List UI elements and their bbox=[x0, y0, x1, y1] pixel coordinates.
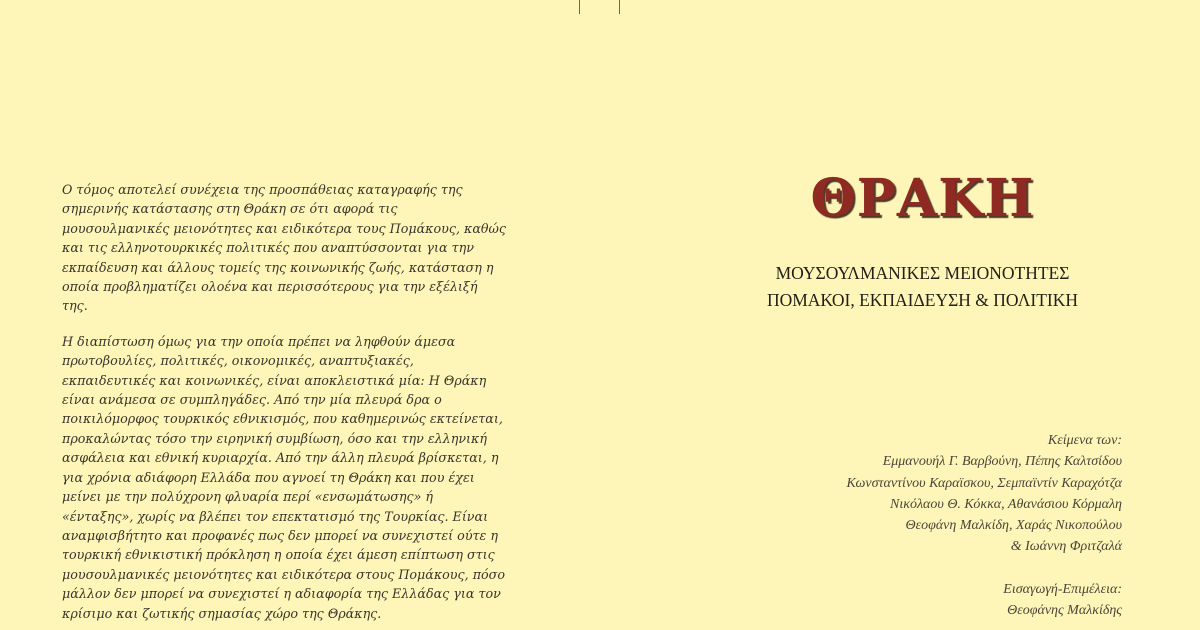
fold-mark-left bbox=[579, 0, 580, 14]
author-line: & Ιωάννη Φριτζαλά bbox=[1010, 539, 1122, 555]
author-line: Νικόλαου Θ. Κόκκα, Αθανάσιου Κόρμαλη bbox=[890, 496, 1122, 512]
subtitle-line-2: ΠΟΜΑΚΟΙ, ΕΚΠΑΙΔΕΥΣΗ & ΠΟΛΙΤΙΚΗ bbox=[766, 290, 1079, 310]
author-line: Εμμανουήλ Γ. Βαρβούνη, Πέπης Καλτσίδου bbox=[882, 454, 1122, 470]
texts-label: Κείμενα των: bbox=[1047, 433, 1122, 448]
credits-spacer bbox=[662, 558, 1122, 579]
subtitle-line-1: ΜΟΥΣΟΥΛΜΑΝΙΚΕΣ ΜΕΙΟΝΟΤΗΤΕΣ bbox=[775, 263, 1070, 283]
author-line: Θεοφάνη Μαλκίδη, Χαράς Νικοπούλου bbox=[905, 518, 1122, 534]
author-line: Κωνσταντίνου Καραϊσκου, Σεμπαϊντίν Καραχότζα bbox=[846, 475, 1122, 491]
back-cover-text bbox=[62, 180, 507, 623]
fold-mark-right bbox=[619, 0, 620, 14]
book-subtitle bbox=[700, 260, 1145, 314]
back-cover-paragraph-1: Ο τόμος αποτελεί συνέχεια της προσπάθειας καταγραφής της σημερινής κατάστασης στη Θράκη σε ότι αφορά τις μουσουλμανικές μειονότητες και ειδικότερα τους Πομάκους, καθώς και τις ελληνοτουρκικές πολιτικές που αναπτύσσονται για την εκπαίδευση και άλλους τομείς της κοινωνικής ζωής, κατάσταση η οποία προβληματίζει ολοένα και περισσότερους για την εξέλιξή της. bbox=[62, 182, 507, 314]
editor-label: Εισαγωγή-Επιμέλεια: bbox=[1003, 581, 1122, 597]
back-cover-paragraph-2: Η διαπίστωση όμως για την οποία πρέπει να ληφθούν άμεσα πρωτοβουλίες, πολιτικές, οικονομικές, αναπτυξιακές, εκπαιδευτικές και κοινωνικές, είναι αποκλειστικά μία: Η Θράκη είναι ανάμεσα σε συμπληγάδες. Από την μία πλευρά δρα ο ποικιλόμορφος τουρκικός εθνικισμός, που καθημερινώς εκτείνεται, προκαλώντας τόσο την ειρηνική συμβίωση, όσο και την ελληνική ασφάλεια και εθνική κυριαρχία. Από την άλλη πλευρά βρίσκεται, η για χρόνια αδιάφορη Ελλάδα που αγνοεί τη Θράκη και που έχει μείνει με την πολύχρονη φλυαρία περί «ενσωμάτωσης» ή «ένταξης», χωρίς να βλέπει τον επεκτατισμό της Τουρκίας. Είναι αναμφισβήτητο και προφανές πως δεν μπορεί να συνεχιστεί ούτε η τουρκική εθνικιστική πρόκληση η οποία έχει άμεση επίπτωση στις μουσουλμανικές μειονότητες και ειδικότερα στους Πομάκους, πόσο μάλλον δεν μπορεί να συνεχιστεί η αδιαφορία της Ελλάδας για τον κρίσιμο και ζωτικής σημασίας χώρο της Θράκης. bbox=[62, 333, 505, 621]
editor-name: Θεοφάνης Μαλκίδης bbox=[1007, 603, 1122, 619]
book-title: ΘΡΑΚΗ bbox=[810, 168, 1035, 229]
credits-block bbox=[662, 430, 1122, 621]
